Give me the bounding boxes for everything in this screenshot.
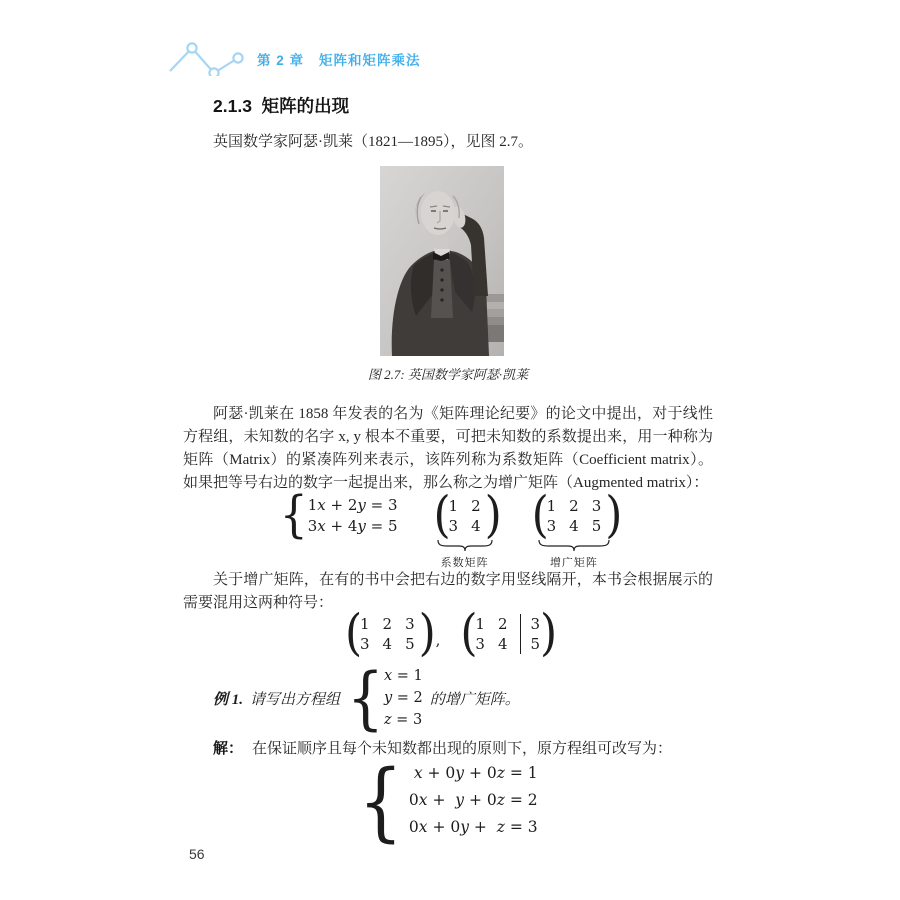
solution-text: 在保证顺序且每个未知数都出现的原则下，原方程组可改写为：: [252, 741, 673, 757]
matrix-cell: 5: [530, 635, 541, 653]
right-paren: ): [605, 486, 623, 544]
equation-line: y = 2: [383, 690, 423, 706]
augmented-matrix: [531, 486, 623, 570]
matrix-label: 增广矩阵: [549, 557, 598, 569]
matrix-cell: 1: [359, 615, 370, 633]
matrix-cell: 1: [448, 497, 459, 515]
equation-block-2: [183, 604, 713, 662]
example-pre-text: 请写出方程组: [250, 691, 341, 708]
right-paren: ): [418, 604, 436, 662]
equation-line: x = 1: [383, 668, 423, 684]
left-brace: {: [279, 486, 308, 544]
matrix-cell: 5: [591, 517, 602, 535]
matrix-cell: 4: [569, 517, 579, 535]
matrix-cell: 3: [359, 635, 370, 653]
arthur-cayley-portrait-image: [380, 166, 504, 356]
page-header: [168, 40, 421, 76]
equation-line: x + 0y + 0z = 1: [413, 764, 538, 782]
right-paren: ): [540, 604, 558, 662]
solution-paragraph: [183, 737, 713, 758]
example-label: 例 1.: [213, 691, 244, 708]
example-1: [213, 657, 520, 739]
linear-system-2x2: [279, 486, 398, 544]
example-system: [347, 657, 423, 739]
body-paragraph-1: 阿瑟·凯莱在 1858 年发表的名为《矩阵理论纪要》的论文中提出，对于线性方程组，未知数的名字 x, y 根本不重要，可把未知数的系数提出来，用一种称为矩阵（Matrix）的紧凑阵列来表示，该阵列称为系数矩阵（Coefficient matrix）。如果把等号右边的数字一起提出来，那么称之为增广矩阵（Augmented matrix）：: [183, 406, 713, 491]
body-paragraph-2: 关于增广矩阵，在有的书中会把右边的数字用竖线隔开，本书会根据展示的需要混用这两种符号：: [183, 572, 713, 611]
matrix-cell: 2: [569, 497, 579, 515]
matrix-cell: 1: [475, 615, 485, 633]
page-number: 56: [189, 846, 205, 862]
right-paren: ): [484, 486, 502, 544]
solution-label: 解：: [213, 741, 244, 757]
equation-line: z = 3: [383, 712, 423, 728]
matrix-label: 系数矩阵: [440, 557, 489, 569]
matrix-cell: 3: [546, 517, 557, 535]
left-paren: (: [344, 604, 363, 662]
augmented-matrix-with-bar: [460, 604, 558, 662]
matrix-cell: 2: [471, 497, 481, 515]
section-heading: 2.1.3 矩阵的出现: [213, 96, 350, 116]
matrix-cell: 3: [530, 615, 541, 633]
matrix-cell: 5: [405, 635, 415, 653]
matrix-cell: 1: [546, 497, 557, 515]
chapter-title: 矩阵和矩阵乘法: [319, 53, 421, 68]
equation-line: 1x + 2y = 3: [307, 496, 398, 514]
equation-block-3: [183, 750, 713, 851]
portrait-photo: [380, 166, 504, 356]
equation-line: 0x + 0y + z = 3: [408, 818, 538, 836]
matrix-cell: 3: [591, 497, 602, 515]
left-paren: (: [460, 604, 478, 662]
matrix-cell: 4: [471, 517, 481, 535]
chapter-number: 第 2 章: [257, 53, 305, 68]
line-chart-logo-icon: [168, 40, 244, 76]
matrix-cell: 4: [382, 635, 393, 653]
left-paren: (: [433, 486, 451, 544]
augmented-matrix-plain: [344, 604, 436, 662]
equation-line: 0x + y + 0z = 2: [408, 791, 538, 809]
matrix-cell: 3: [475, 635, 485, 653]
matrix-cell: 4: [497, 635, 508, 653]
matrix-cell: 2: [497, 615, 508, 633]
matrix-cell: 3: [405, 615, 415, 633]
matrix-cell: 2: [382, 615, 393, 633]
figure-caption: 图 2.7: 英国数学家阿瑟·凯莱: [367, 367, 529, 382]
equation-line: 3x + 4y = 5: [307, 517, 398, 535]
underbrace-icon: [538, 539, 610, 552]
equation-block-1: [183, 486, 713, 570]
separator-comma: ,: [435, 631, 441, 649]
example-post-text: 的增广矩阵。: [429, 691, 520, 708]
matrix-cell: 3: [448, 517, 459, 535]
chapter-label: [257, 49, 421, 69]
coefficient-matrix: [433, 486, 502, 570]
intro-paragraph: 英国数学家阿瑟·凯莱（1821—1895），见图 2.7。: [213, 134, 533, 150]
matrix-bar-column: [520, 614, 540, 654]
left-paren: (: [531, 486, 549, 544]
left-brace: {: [358, 750, 403, 851]
left-brace: {: [347, 657, 384, 739]
